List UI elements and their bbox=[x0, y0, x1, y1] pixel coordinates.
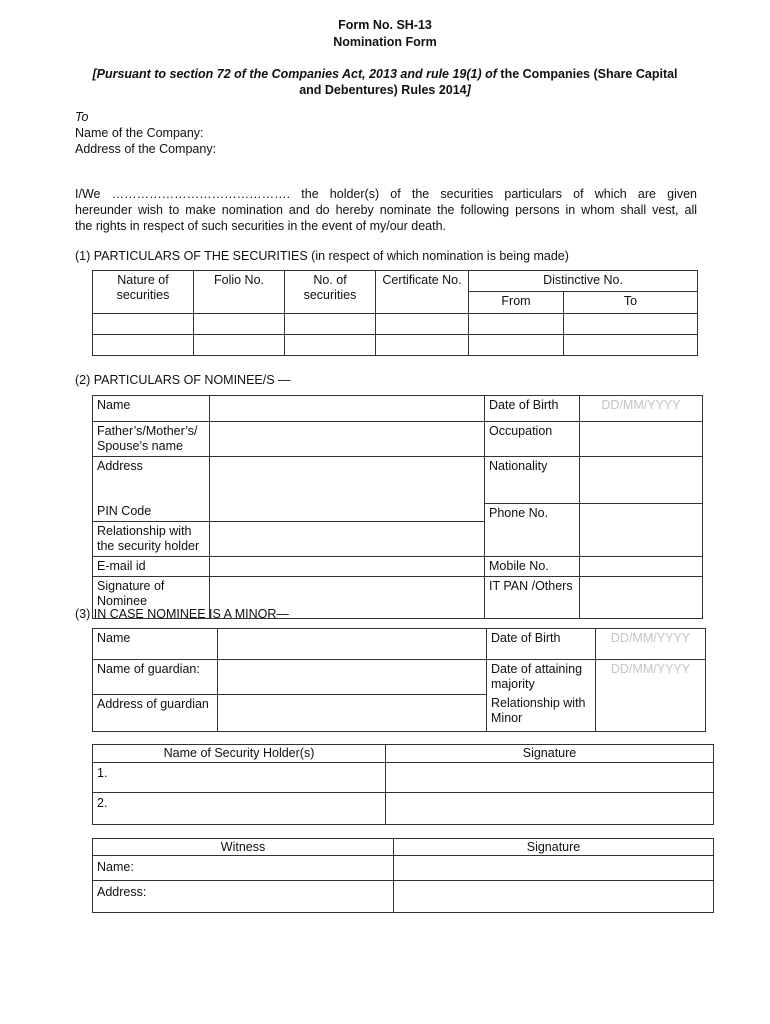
phone-label: Phone No. bbox=[485, 504, 580, 557]
parent-name-label: Father’s/Mother’s/ Spouse’s name bbox=[93, 422, 210, 457]
certificate-cell[interactable] bbox=[376, 314, 469, 335]
nominee-signature-label: Signature of Nominee bbox=[93, 576, 210, 618]
nominee-table bbox=[92, 395, 703, 619]
col-nature-of-securities: Nature of securities bbox=[93, 271, 194, 314]
email-label: E-mail id bbox=[93, 556, 210, 576]
securities-row bbox=[93, 314, 698, 335]
itpan-field[interactable] bbox=[580, 576, 703, 618]
mobile-field[interactable] bbox=[580, 556, 703, 576]
section-2-heading: (2) PARTICULARS OF NOMINEE/S — bbox=[75, 373, 291, 387]
col-witness-signature: Signature bbox=[394, 839, 714, 856]
pursuant-line2: and Debentures) Rules 2014 bbox=[299, 83, 467, 97]
to-cell[interactable] bbox=[564, 335, 698, 356]
to-label: To bbox=[75, 110, 89, 124]
minor-dob-field[interactable]: DD/MM/YYYY bbox=[596, 629, 706, 660]
declaration-line-1: I/We ……………………………………. the holder(s) of the securities particulars of which are given bbox=[75, 187, 697, 201]
certificate-cell[interactable] bbox=[376, 335, 469, 356]
section-1-heading: (1) PARTICULARS OF THE SECURITIES (in respect of which nomination is being made) bbox=[75, 249, 569, 263]
from-cell[interactable] bbox=[469, 335, 564, 356]
email-field[interactable] bbox=[210, 556, 485, 576]
guardian-address-label: Address of guardian bbox=[93, 694, 218, 731]
occupation-field[interactable] bbox=[580, 422, 703, 457]
securities-table bbox=[92, 270, 698, 356]
pursuant-rest: the Companies (Share Capital bbox=[496, 67, 678, 81]
col-from: From bbox=[469, 292, 564, 314]
declaration-line-3: the rights in respect of such securities in the event of my/our death. bbox=[75, 219, 447, 233]
nominee-dob-field[interactable]: DD/MM/YYYY bbox=[580, 396, 703, 422]
holder-signature-1[interactable] bbox=[386, 763, 714, 793]
witness-address-signature[interactable] bbox=[394, 881, 714, 913]
col-distinctive-no: Distinctive No. bbox=[469, 271, 698, 292]
guardian-address-field[interactable] bbox=[218, 694, 487, 731]
from-cell[interactable] bbox=[469, 314, 564, 335]
pin-code-label: PIN Code bbox=[93, 504, 210, 522]
address-text: Address bbox=[97, 459, 143, 473]
witness-name-label[interactable]: Name: bbox=[93, 856, 394, 881]
col-no-of-securities: No. of securities bbox=[285, 271, 376, 314]
col-holder-signature: Signature bbox=[386, 745, 714, 763]
address-label bbox=[93, 457, 210, 504]
nominee-dob-label: Date of Birth bbox=[485, 396, 580, 422]
holders-table bbox=[92, 744, 714, 825]
holder-signature-2[interactable] bbox=[386, 793, 714, 825]
col-holder-name: Name of Security Holder(s) bbox=[93, 745, 386, 763]
minor-name-field[interactable] bbox=[218, 629, 487, 660]
company-address-label: Address of the Company: bbox=[75, 142, 217, 156]
form-number: Form No. SH-13 bbox=[338, 18, 432, 32]
phone-field[interactable] bbox=[580, 504, 703, 557]
holder-row-1[interactable]: 1. bbox=[93, 763, 386, 793]
nationality-field[interactable] bbox=[580, 457, 703, 504]
declaration-line-2: hereunder wish to make nomination and do hereby nominate the following persons in whom shall vest, all bbox=[75, 203, 697, 217]
pursuant-close: ] bbox=[466, 83, 471, 97]
majority-field[interactable]: DD/MM/YYYY bbox=[596, 660, 706, 695]
majority-label: Date of attaining majority bbox=[487, 660, 596, 695]
section-3-heading: (3) IN CASE NOMINEE IS A MINOR— bbox=[75, 607, 289, 621]
occupation-label: Occupation bbox=[485, 422, 580, 457]
guardian-name-label: Name of guardian: bbox=[93, 660, 218, 695]
securities-row bbox=[93, 335, 698, 356]
minor-table bbox=[92, 628, 706, 732]
col-to: To bbox=[564, 292, 698, 314]
guardian-name-field[interactable] bbox=[218, 660, 487, 695]
relationship-field[interactable] bbox=[210, 521, 485, 556]
folio-cell[interactable] bbox=[194, 314, 285, 335]
nature-cell[interactable] bbox=[93, 314, 194, 335]
parent-name-field[interactable] bbox=[210, 422, 485, 457]
folio-cell[interactable] bbox=[194, 335, 285, 356]
nature-cell[interactable] bbox=[93, 335, 194, 356]
declaration bbox=[75, 186, 697, 234]
relationship-minor-label: Relationship with Minor bbox=[487, 694, 596, 731]
pursuant-note bbox=[40, 66, 730, 98]
to-cell[interactable] bbox=[564, 314, 698, 335]
relationship-label: Relationship with the security holder bbox=[93, 521, 210, 556]
nominee-name-label: Name bbox=[93, 396, 210, 422]
holder-row-2[interactable]: 2. bbox=[93, 793, 386, 825]
col-certificate-no: Certificate No. bbox=[376, 271, 469, 314]
form-title: Nomination Form bbox=[333, 35, 437, 49]
witness-table bbox=[92, 838, 714, 913]
address-field[interactable] bbox=[210, 457, 485, 522]
nominee-name-field[interactable] bbox=[210, 396, 485, 422]
minor-dob-label: Date of Birth bbox=[487, 629, 596, 660]
relationship-minor-field[interactable] bbox=[596, 694, 706, 731]
company-name-label: Name of the Company: bbox=[75, 126, 204, 140]
pursuant-italic: [Pursuant to section 72 of the Companies Act, 2013 and rule 19(1) of bbox=[92, 67, 497, 81]
col-witness: Witness bbox=[93, 839, 394, 856]
col-folio-no: Folio No. bbox=[194, 271, 285, 314]
minor-name-label: Name bbox=[93, 629, 218, 660]
witness-address-label[interactable]: Address: bbox=[93, 881, 394, 913]
number-cell[interactable] bbox=[285, 314, 376, 335]
witness-signature-field[interactable] bbox=[394, 856, 714, 881]
number-cell[interactable] bbox=[285, 335, 376, 356]
itpan-label: IT PAN /Others bbox=[485, 576, 580, 618]
mobile-label: Mobile No. bbox=[485, 556, 580, 576]
nationality-label: Nationality bbox=[485, 457, 580, 504]
